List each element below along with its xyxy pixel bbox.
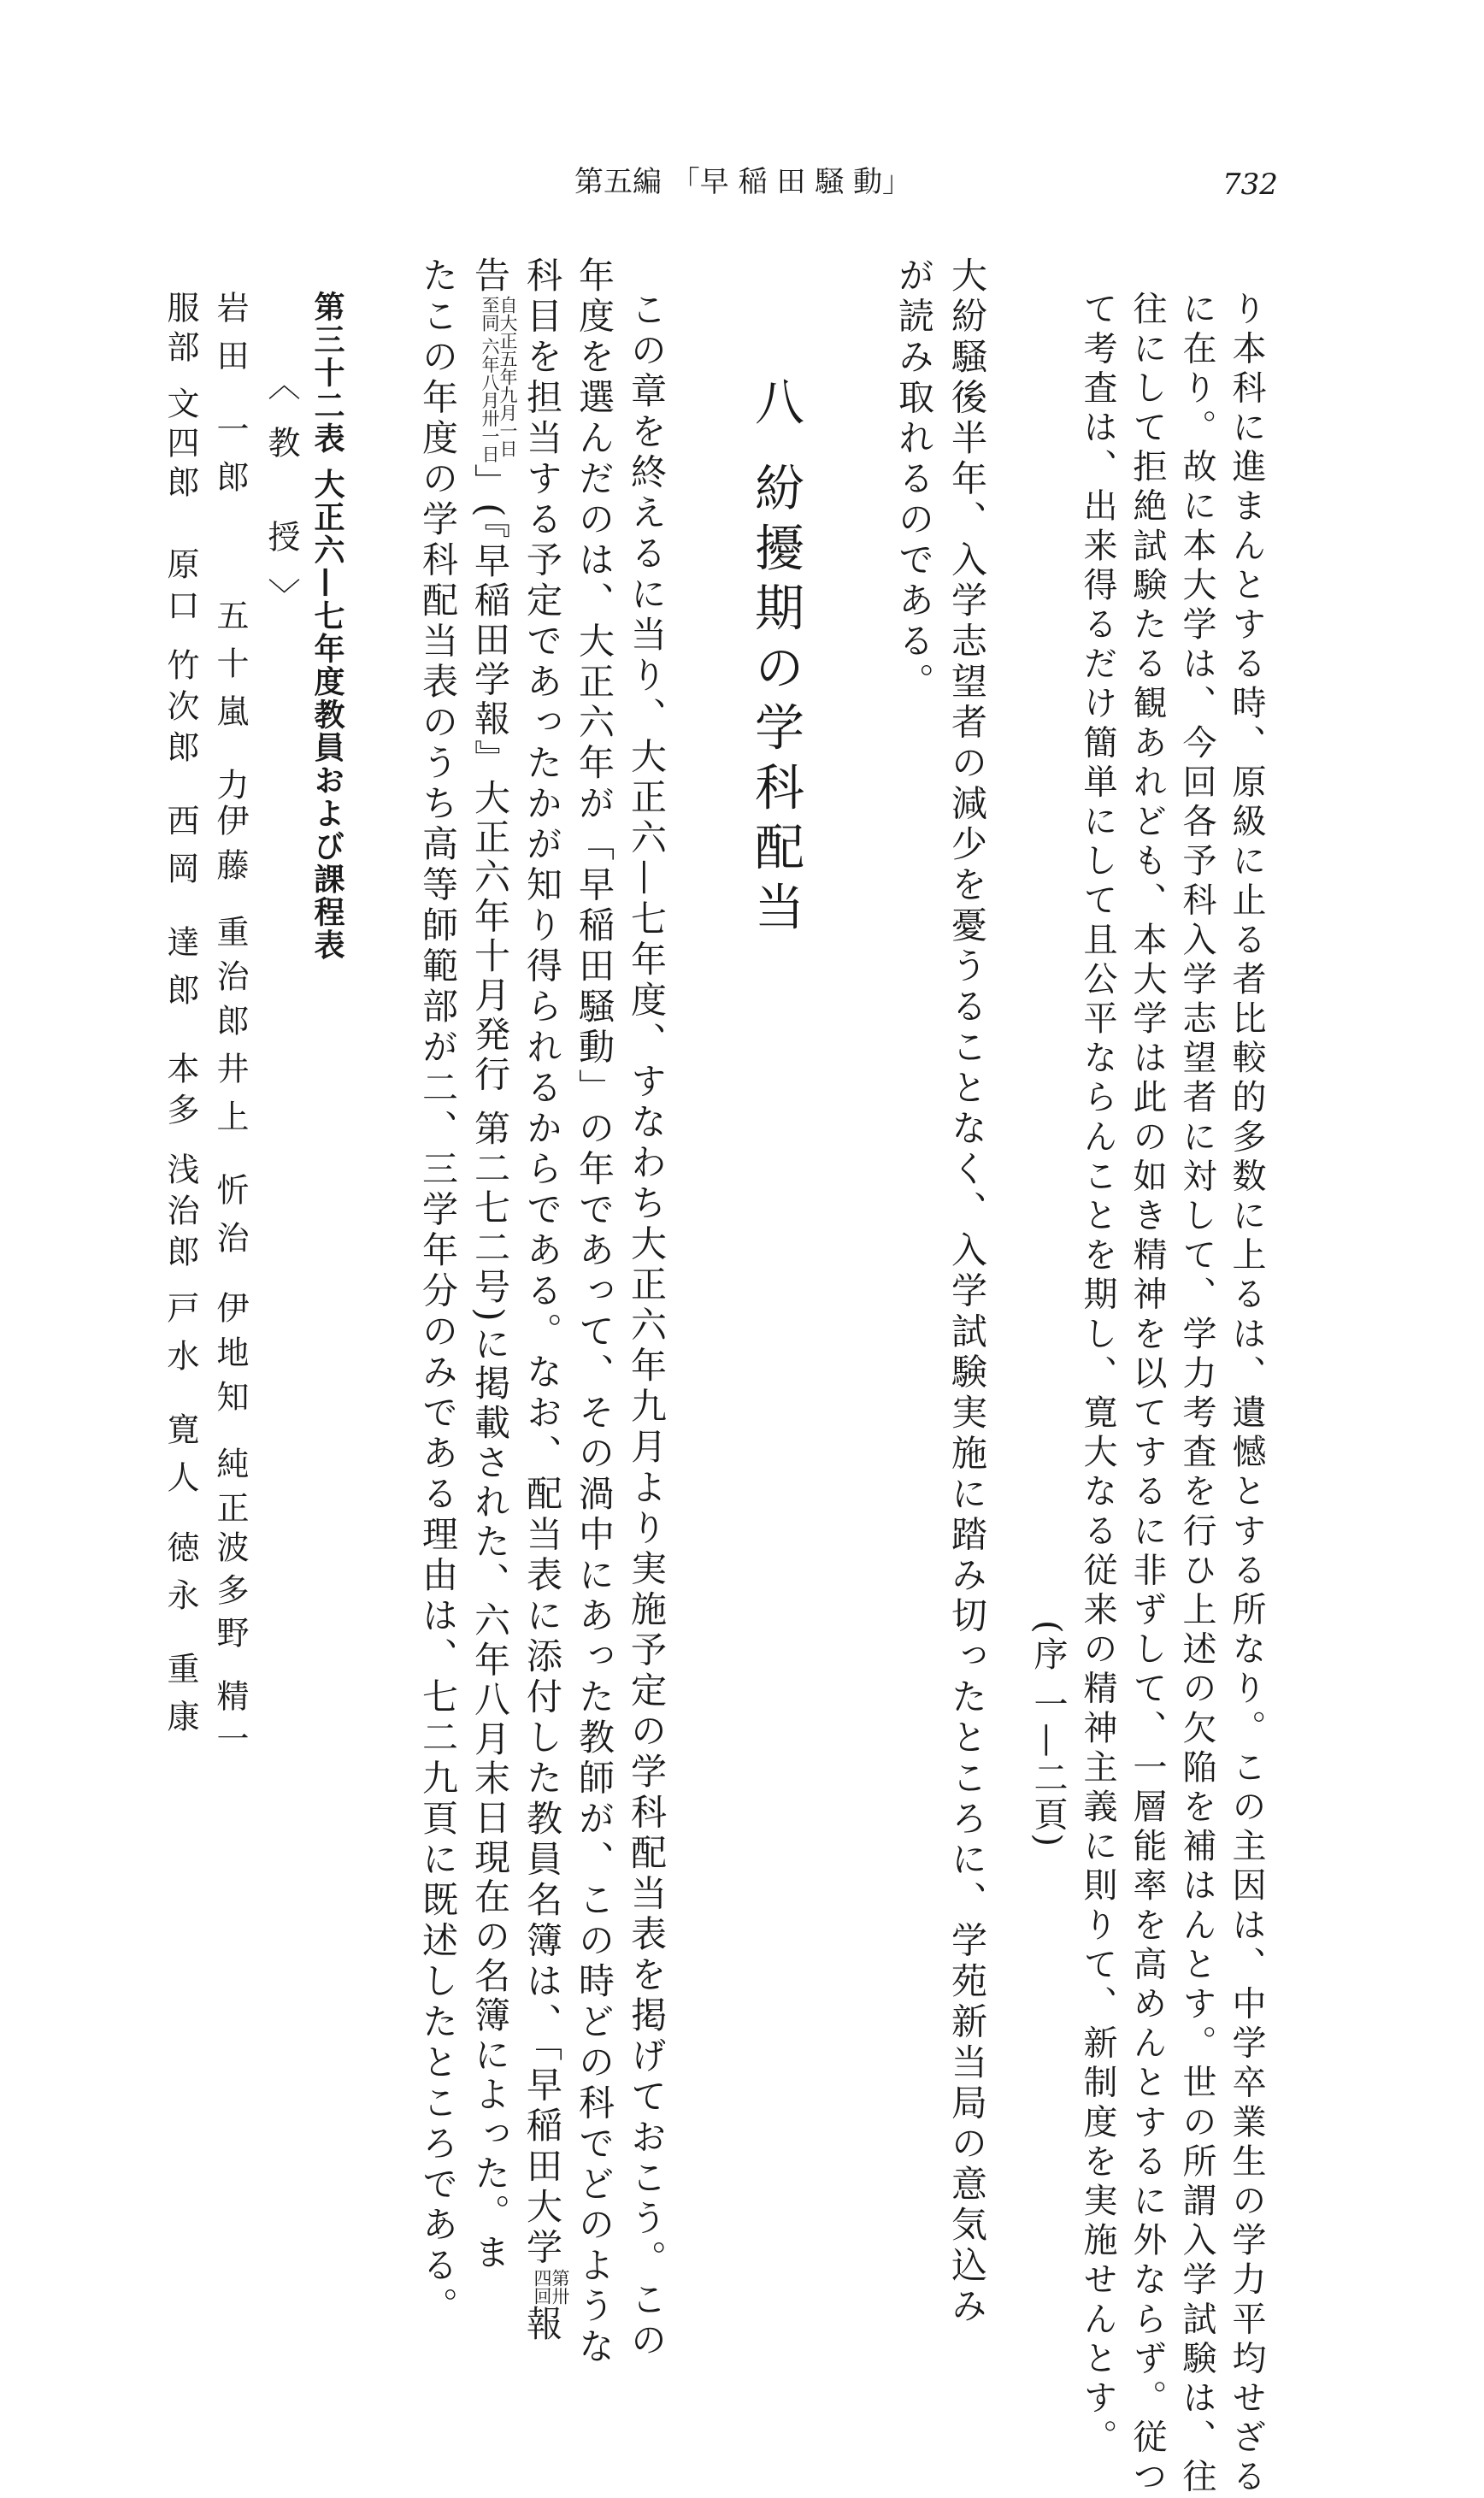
paragraph-2-line-3-main: 科目を担当する予定であったかが知り得られるからである。なお、配当表に添付した教員名簿は、「早稲田大学 [521,256,563,2269]
table-name: 波多野 精一 [211,1530,249,1765]
paragraph-2-line-3 [521,256,570,2346]
table-name: 本多 浅治郎 [162,1052,199,1276]
warichu-1a: 第卅 [550,2269,570,2305]
table-category: 〈教 授〉 [262,368,300,637]
page-number: 732 [1222,168,1278,202]
warichu-2b: 至同 六年八月卅一日 [480,296,500,463]
table-title: 第三十二表 大正六—七年度教員および課程表 [309,291,345,963]
table-name: 伊藤 重治郎 [211,804,249,1049]
running-header: 第五編 「早 稲 田 騒 動」 [574,165,912,199]
paragraph-2-line-1: この章を終えるに当り、大正六—七年度、すなわち大正六年九月より実施予定の学科配当表を掲げておこう。この [626,291,668,2362]
paragraph-2-line-3-end: 報 [521,2305,563,2346]
quote-line-3: 往にして拒絶試験たる観あれども、本大学は此の如き精神を以てするに非ずして、一層能率を高めんとするに外ならず。従つ [1128,291,1167,2498]
table-name: 伊地知 純正 [211,1291,249,1536]
quote-citation: (序 一—二頁) [1028,1620,1068,1849]
paragraph-2-line-5: たこの年度の学科配当表のうち高等師範部が二、三学年分のみである理由は、七二九頁に既述したところである。 [417,256,459,2328]
quote-line-4: て考査は、出来得るだけ簡単にして且公平ならんことを期し、寛大なる従来の精神主義に則りて、新制度を実施せんとす。 [1078,291,1117,2459]
table-name: 西岡 達郎 [162,804,199,1022]
paragraph-2-line-4 [469,256,518,2273]
quote-line-1: り本科に進まんとする時、原級に止る者比較的多数に上るは、遺憾とする所なり。この主因は、中学卒業生の学力平均せざる [1227,291,1266,2498]
paragraph-1-line-1: 大紛騒後半年、入学志望者の減少を憂うることなく、入学試験実施に踏み切ったところに、学苑新当局の意気込み [946,256,988,2328]
paragraph-2-line-4-start: 告 [469,256,511,297]
table-name: 服部 文四郎 [162,291,199,505]
warichu-2a: 自大正五年九月一日 [498,296,518,458]
section-heading: 八 紛擾期の学科配当 [746,376,804,941]
paragraph-1-line-2: が読み取れるのである。 [893,256,935,704]
table-name: 井上 忻治 [211,1052,249,1270]
table-name: 五十嵐 力 [211,598,249,816]
warichu-1b: 四回 [532,2269,552,2305]
quote-line-2: に在り。故に本大学は、今回各予科入学志望者に対して、学力考査を行ひ上述の欠陥を補はんとす。世の所謂入学試験は、往 [1177,291,1216,2498]
paragraph-2-line-4-main: 」(『早稲田学報』大正六年十月発行 第二七二号)に掲載された、六年八月末日現在の名簿によった。ま [469,462,511,2273]
table-name: 徳永 重康 [162,1530,199,1748]
table-name: 岩田 一郎 [211,291,249,509]
table-name: 戸水 寛人 [162,1291,199,1509]
table-name: 原口 竹次郎 [162,547,199,772]
paragraph-2-line-2: 年度を選んだのは、大正六年が「早稲田騒動」の年であって、その渦中にあった教師が、この時どの科でどのような [574,256,615,2368]
